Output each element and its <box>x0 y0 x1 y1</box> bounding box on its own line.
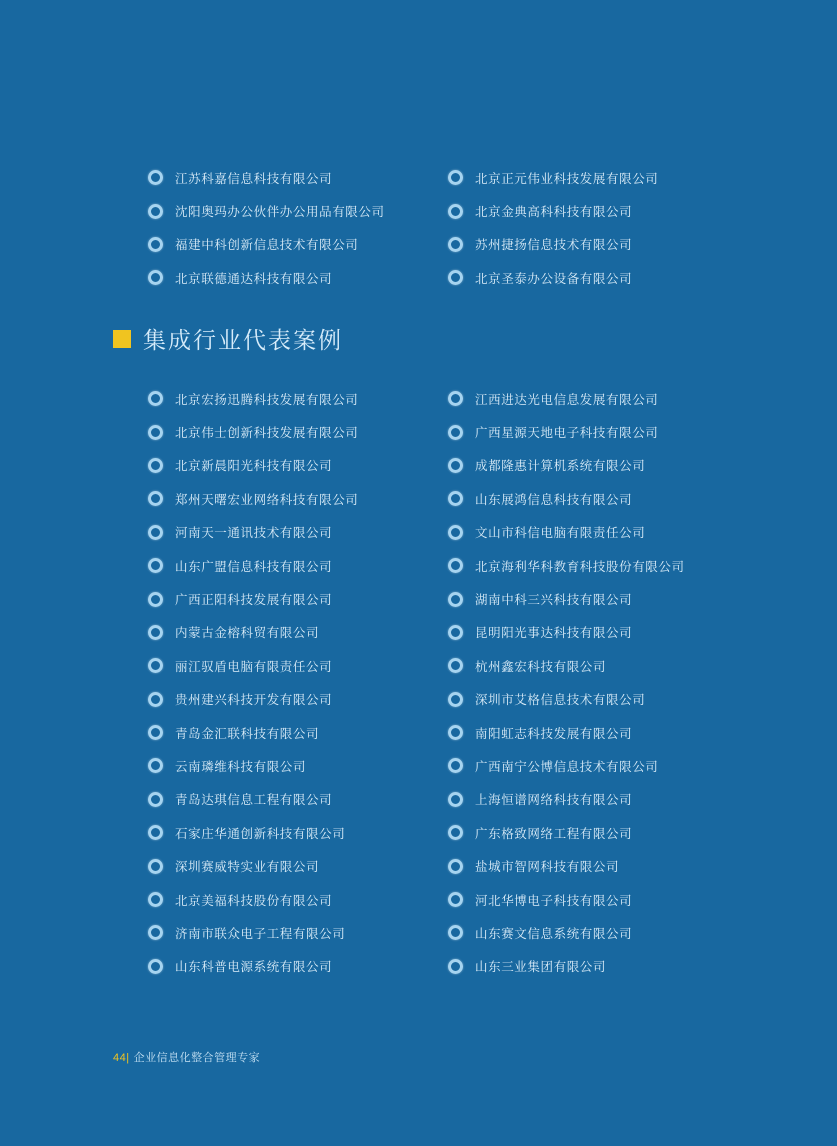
company-list-item <box>148 261 448 294</box>
company-list-item <box>448 849 748 882</box>
circle-bullet-icon <box>448 525 463 540</box>
top-list-left-column <box>148 161 448 295</box>
circle-bullet-icon <box>148 237 163 252</box>
section-title: 集成行业代表案例 <box>143 327 343 353</box>
company-list-item <box>148 194 448 227</box>
circle-bullet-icon <box>448 270 463 285</box>
circle-bullet-icon <box>448 725 463 740</box>
company-list-item <box>148 716 448 749</box>
circle-bullet-icon <box>448 825 463 840</box>
company-name: 丽江驭盾电脑有限责任公司 <box>175 659 333 674</box>
company-list-item <box>448 749 748 782</box>
company-name: 山东展鸿信息科技有限公司 <box>475 492 633 507</box>
circle-bullet-icon <box>148 725 163 740</box>
company-list-item <box>148 516 448 549</box>
company-list-item <box>448 649 748 682</box>
company-list-item <box>448 582 748 615</box>
page-footer <box>113 1049 260 1065</box>
circle-bullet-icon <box>448 658 463 673</box>
company-list-item <box>148 916 448 949</box>
circle-bullet-icon <box>148 892 163 907</box>
circle-bullet-icon <box>148 525 163 540</box>
circle-bullet-icon <box>448 792 463 807</box>
company-name: 北京海利华科教育科技股份有限公司 <box>475 559 685 574</box>
company-list-item <box>148 616 448 649</box>
circle-bullet-icon <box>448 592 463 607</box>
company-name: 深圳赛威特实业有限公司 <box>175 860 320 875</box>
company-list-item <box>148 382 448 415</box>
company-list-item <box>148 950 448 983</box>
company-name: 盐城市智网科技有限公司 <box>475 860 620 875</box>
circle-bullet-icon <box>148 491 163 506</box>
company-list-item <box>148 415 448 448</box>
circle-bullet-icon <box>448 558 463 573</box>
company-name: 广西南宁公博信息技术有限公司 <box>475 759 659 774</box>
company-name: 昆明阳光事达科技有限公司 <box>475 626 633 641</box>
company-list-item <box>448 783 748 816</box>
circle-bullet-icon <box>148 792 163 807</box>
company-list-item <box>448 916 748 949</box>
company-name: 内蒙古金榕科贸有限公司 <box>175 626 320 641</box>
company-list-item <box>148 228 448 261</box>
company-name: 云南璘维科技有限公司 <box>175 759 307 774</box>
company-list-item <box>448 549 748 582</box>
circle-bullet-icon <box>448 925 463 940</box>
company-name: 湖南中科三兴科技有限公司 <box>475 593 633 608</box>
circle-bullet-icon <box>148 658 163 673</box>
company-name: 河南天一通讯技术有限公司 <box>175 526 333 541</box>
company-name: 广西星源天地电子科技有限公司 <box>475 426 659 441</box>
circle-bullet-icon <box>448 237 463 252</box>
circle-bullet-icon <box>448 859 463 874</box>
company-list-item <box>448 194 748 227</box>
company-name: 北京正元伟业科技发展有限公司 <box>475 171 659 186</box>
circle-bullet-icon <box>448 204 463 219</box>
circle-bullet-icon <box>148 592 163 607</box>
company-name: 北京新晨阳光科技有限公司 <box>175 459 333 474</box>
company-name: 文山市科信电脑有限责任公司 <box>475 526 646 541</box>
footer-tagline: 企业信息化整合管理专家 <box>133 1052 261 1064</box>
company-name: 山东赛文信息系统有限公司 <box>475 926 633 941</box>
company-list-item <box>448 816 748 849</box>
company-list-item <box>148 683 448 716</box>
circle-bullet-icon <box>448 458 463 473</box>
top-company-lists <box>148 161 748 295</box>
company-name: 北京伟士创新科技发展有限公司 <box>175 426 359 441</box>
company-list-item <box>148 482 448 515</box>
company-name: 北京宏扬迅腾科技发展有限公司 <box>175 392 359 407</box>
company-list-item <box>148 849 448 882</box>
company-list-item <box>448 683 748 716</box>
circle-bullet-icon <box>448 892 463 907</box>
circle-bullet-icon <box>148 959 163 974</box>
circle-bullet-icon <box>148 625 163 640</box>
company-list-item <box>448 415 748 448</box>
company-name: 北京联德通达科技有限公司 <box>175 271 333 286</box>
circle-bullet-icon <box>148 859 163 874</box>
company-name: 广西正阳科技发展有限公司 <box>175 593 333 608</box>
yellow-square-icon <box>113 330 131 348</box>
company-name: 济南市联众电子工程有限公司 <box>175 926 346 941</box>
company-name: 杭州鑫宏科技有限公司 <box>475 659 607 674</box>
company-name: 青岛达琪信息工程有限公司 <box>175 793 333 808</box>
company-list-item <box>148 449 448 482</box>
company-list-item <box>148 582 448 615</box>
section-heading <box>113 322 343 355</box>
company-name: 河北华博电子科技有限公司 <box>475 893 633 908</box>
page-number: 44| <box>113 1052 130 1064</box>
company-list-item <box>448 228 748 261</box>
company-list-item <box>148 883 448 916</box>
top-list-right-column <box>448 161 748 295</box>
company-list-item <box>448 883 748 916</box>
circle-bullet-icon <box>148 458 163 473</box>
company-name: 北京金典高科科技有限公司 <box>475 205 633 220</box>
company-name: 江苏科嘉信息科技有限公司 <box>175 171 333 186</box>
company-name: 南阳虹志科技发展有限公司 <box>475 726 633 741</box>
company-list-item <box>148 549 448 582</box>
company-name: 山东广盟信息科技有限公司 <box>175 559 333 574</box>
company-name: 北京圣泰办公设备有限公司 <box>475 271 633 286</box>
circle-bullet-icon <box>148 270 163 285</box>
company-name: 上海恒谱网络科技有限公司 <box>475 793 633 808</box>
company-name: 广东格致网络工程有限公司 <box>475 826 633 841</box>
company-list-item <box>148 816 448 849</box>
company-name: 郑州天曙宏业网络科技有限公司 <box>175 492 359 507</box>
company-name: 青岛金汇联科技有限公司 <box>175 726 320 741</box>
circle-bullet-icon <box>148 758 163 773</box>
main-list-right-column <box>448 382 748 983</box>
circle-bullet-icon <box>448 959 463 974</box>
company-list-item <box>148 161 448 194</box>
company-name: 山东科普电源系统有限公司 <box>175 960 333 975</box>
company-list-item <box>148 649 448 682</box>
company-list-item <box>448 616 748 649</box>
company-name: 成都隆惠计算机系统有限公司 <box>475 459 646 474</box>
company-list-item <box>448 449 748 482</box>
circle-bullet-icon <box>148 692 163 707</box>
circle-bullet-icon <box>148 825 163 840</box>
main-list-left-column <box>148 382 448 983</box>
company-name: 福建中科创新信息技术有限公司 <box>175 238 359 253</box>
company-name: 苏州捷扬信息技术有限公司 <box>475 238 633 253</box>
company-name: 贵州建兴科技开发有限公司 <box>175 693 333 708</box>
company-list-item <box>448 716 748 749</box>
circle-bullet-icon <box>148 170 163 185</box>
circle-bullet-icon <box>148 558 163 573</box>
circle-bullet-icon <box>448 625 463 640</box>
circle-bullet-icon <box>448 692 463 707</box>
company-list-item <box>448 950 748 983</box>
circle-bullet-icon <box>448 758 463 773</box>
company-name: 北京美福科技股份有限公司 <box>175 893 333 908</box>
circle-bullet-icon <box>448 391 463 406</box>
company-name: 江西进达光电信息发展有限公司 <box>475 392 659 407</box>
circle-bullet-icon <box>148 925 163 940</box>
company-list-item <box>448 261 748 294</box>
circle-bullet-icon <box>148 204 163 219</box>
company-name: 山东三业集团有限公司 <box>475 960 607 975</box>
company-list-item <box>448 382 748 415</box>
circle-bullet-icon <box>448 425 463 440</box>
company-name: 石家庄华通创新科技有限公司 <box>175 826 346 841</box>
company-list-item <box>448 516 748 549</box>
circle-bullet-icon <box>448 170 463 185</box>
circle-bullet-icon <box>148 391 163 406</box>
circle-bullet-icon <box>448 491 463 506</box>
integration-company-lists <box>148 382 748 983</box>
company-list-item <box>148 783 448 816</box>
company-list-item <box>448 482 748 515</box>
circle-bullet-icon <box>148 425 163 440</box>
company-list-item <box>448 161 748 194</box>
company-list-item <box>148 749 448 782</box>
company-name: 深圳市艾格信息技术有限公司 <box>475 693 646 708</box>
company-name: 沈阳奥玛办公伙伴办公用品有限公司 <box>175 205 385 220</box>
